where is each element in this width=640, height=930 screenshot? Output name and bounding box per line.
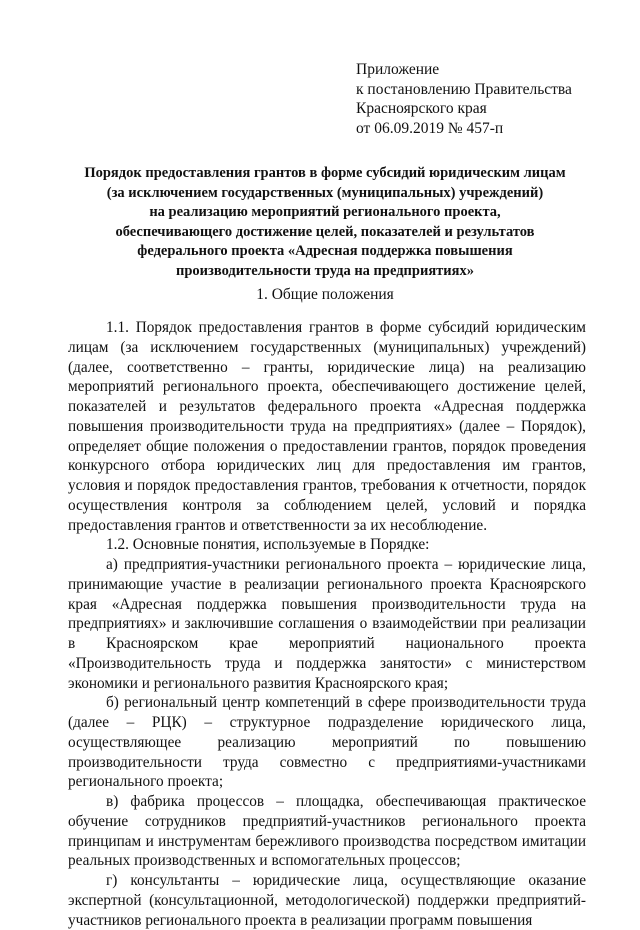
title-line: на реализацию мероприятий регионального проекта, (149, 204, 501, 220)
section-heading: 1. Общие положения (256, 286, 394, 303)
annex-line: к постановлению Правительства (356, 80, 572, 98)
title-line: (за исключением государственных (муниципальных) учреждений) (106, 184, 544, 201)
paragraph-1-1: 1.1. Порядок предоставления грантов в форме субсидий юридическим лицам (за исключением государственных (муниципальных) учреждений) (далее, соответственно – гранты, юридические лица) на реализацию мероприятий регионального проекта, обеспечивающего достижение целей, показателей и результатов федерального проекта «Адресная поддержка повышения производительности труда на предприятиях» (далее – Порядок), определяет общие положения о предоставлении грантов, порядок проведения конкурсного отбора юридических лиц для предоставления им грантов, условия и порядок предоставления грантов, требования к отчетности, порядок осуществления контроля за соблюдением целей, условий и порядка предоставления грантов и ответственности за их несоблюдение. (68, 319, 586, 534)
title-line: федерального проекта «Адресная поддержка повышения (137, 243, 513, 259)
definition-v: в) фабрика процессов – площадка, обеспечивающая практическое обучение сотрудников предприятий-участников регионального проекта принципам и инструментам бережливого производства посредством имитации реальных производственных и вспомогательных процессов; (68, 793, 586, 870)
title-line: производительности труда на предприятиях» (176, 262, 474, 279)
annex-line: Красноярского края (356, 100, 487, 117)
annex-line: Приложение (356, 61, 440, 78)
definition-g: г) консультанты – юридические лица, осуществляющие оказание экспертной (консультационной, методологической) поддержки предприятий-участников регионального проекта в реализации программ повышения (68, 872, 586, 929)
definition-a: а) предприятия-участники регионального проекта – юридические лица, принимающие участие в реализации регионального проекта Красноярского края «Адресная поддержка повышения производительности труда на предприятиях» и заключившие соглашения о взаимодействии при реализации в Красноярском крае мероприятий национального проекта «Производительность труда и поддержка занятости» с министерством экономики и регионального развития Красноярского края; (68, 556, 586, 692)
annex-date-line: от 06.09.2019 № 457-п (356, 119, 504, 137)
document-body (68, 318, 586, 930)
title-line: обеспечивающего достижение целей, показателей и результатов (115, 223, 535, 240)
annex-block (356, 60, 572, 138)
paragraph-1-2: 1.2. Основные понятия, используемые в Порядке: (106, 536, 430, 554)
document-title (60, 164, 590, 281)
title-line: Порядок предоставления грантов в форме субсидий юридическим лицам (84, 165, 566, 181)
definition-b: б) региональный центр компетенций в сфере производительности труда (далее – РЦК) – структурное подразделение юридического лица, осуществляющее реализацию мероприятий по повышению производительности труда совместно с предприятиями-участниками регионального проекта; (68, 694, 586, 791)
